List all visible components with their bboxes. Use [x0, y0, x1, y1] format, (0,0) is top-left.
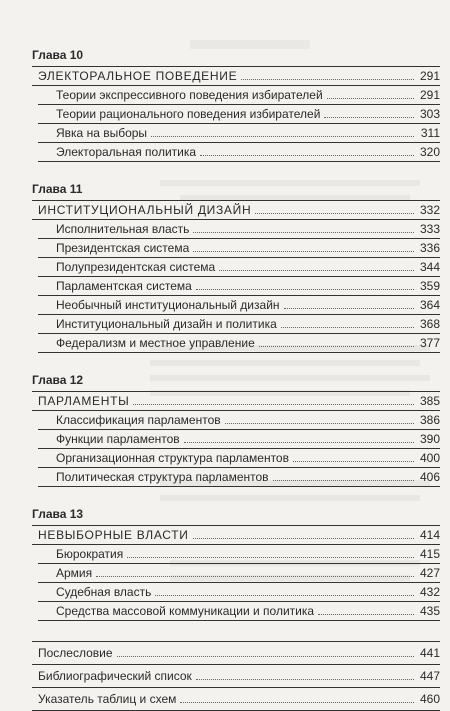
entry-title: Организационная структура парламентов [56, 451, 289, 465]
chapter-title-row [32, 66, 440, 86]
toc-entry[interactable] [38, 277, 440, 296]
leader-dots [151, 135, 414, 137]
toc-entry[interactable] [38, 411, 440, 430]
entry-title: Явка на выборы [56, 126, 148, 140]
leader-dots [193, 537, 414, 539]
toc-entry[interactable] [38, 602, 440, 621]
chapter-title-entry[interactable] [38, 526, 440, 544]
chapter-label: Глава 11 [32, 182, 83, 196]
leader-dots [96, 575, 414, 577]
chapter-title-row [32, 200, 440, 220]
toc-entry[interactable] [38, 239, 440, 258]
chapter-title-entry[interactable] [38, 201, 440, 219]
chapter-title-entry[interactable] [38, 67, 440, 85]
leader-dots [255, 212, 414, 214]
entry-title: Судебная власть [56, 585, 152, 599]
page-number: 415 [419, 547, 440, 561]
entry-title: Федерализм и местное управление [56, 336, 255, 350]
leader-dots [196, 678, 414, 680]
entry-title: Послесловие [38, 646, 113, 660]
leader-dots [193, 250, 414, 252]
toc-entry[interactable] [38, 430, 440, 449]
page-number: 427 [419, 566, 440, 580]
toc-entry[interactable] [38, 296, 440, 315]
toc-entry-bibliography[interactable] [32, 665, 440, 688]
toc-entry[interactable] [38, 258, 440, 277]
leader-dots [293, 460, 414, 462]
page-number: 333 [419, 222, 440, 236]
chapter-title: ПАРЛАМЕНТЫ [38, 394, 130, 408]
leader-dots [117, 655, 414, 657]
leader-dots [281, 326, 414, 328]
page-number: 432 [419, 585, 440, 599]
chapter-title: ЭЛЕКТОРАЛЬНОЕ ПОВЕДЕНИЕ [38, 69, 238, 83]
leader-dots [184, 441, 414, 443]
leader-dots [133, 403, 414, 405]
chapter-title: ИНСТИТУЦИОНАЛЬНЫЙ ДИЗАЙН [38, 203, 252, 217]
chapter-12 [32, 373, 440, 487]
page-number: 364 [419, 298, 440, 312]
toc-entry[interactable] [38, 86, 440, 105]
chapter-13 [32, 507, 440, 621]
page-number: 441 [419, 646, 440, 660]
page-number: 400 [419, 451, 440, 465]
table-of-contents [32, 48, 440, 711]
page-number: 291 [419, 69, 440, 83]
leader-dots [155, 594, 414, 596]
toc-entry[interactable] [38, 468, 440, 487]
entry-title: Бюрократия [56, 547, 124, 561]
entry-title: Теории экспрессивного поведения избирателей [56, 88, 323, 102]
chapter-10 [32, 48, 440, 162]
toc-entry-afterword[interactable] [32, 641, 440, 665]
page-number: 447 [419, 669, 440, 683]
leader-dots [318, 613, 414, 615]
leader-dots [200, 154, 414, 156]
entry-title: Необычный институциональный дизайн [56, 298, 280, 312]
entry-title: Классификация парламентов [56, 413, 221, 427]
chapter-11 [32, 182, 440, 353]
page-number: 386 [419, 413, 440, 427]
entry-title: Президентская система [56, 241, 190, 255]
back-matter [32, 641, 440, 711]
page-number: 359 [419, 279, 440, 293]
page-number: 460 [419, 692, 440, 706]
leader-dots [196, 288, 414, 290]
chapter-title-entry[interactable] [38, 392, 440, 410]
page-number: 368 [419, 317, 440, 331]
toc-entry[interactable] [38, 315, 440, 334]
entry-title: Армия [56, 566, 93, 580]
leader-dots [284, 307, 414, 309]
entry-title: Политическая структура парламентов [56, 470, 269, 484]
leader-dots [324, 116, 414, 118]
toc-entry[interactable] [38, 564, 440, 583]
chapter-title-row [32, 391, 440, 411]
leader-dots [225, 422, 414, 424]
toc-entry[interactable] [38, 545, 440, 564]
entry-title: Функции парламентов [56, 432, 180, 446]
toc-entry[interactable] [38, 220, 440, 239]
chapter-title-row [32, 525, 440, 545]
page-number: 311 [420, 126, 440, 140]
page-number: 332 [419, 203, 440, 217]
entry-title: Средства массовой коммуникации и политика [56, 604, 315, 618]
leader-dots [219, 269, 414, 271]
page-number: 344 [419, 260, 440, 274]
toc-entry[interactable] [38, 124, 440, 143]
chapter-label: Глава 10 [32, 48, 84, 62]
page-number: 435 [419, 604, 440, 618]
leader-dots [127, 556, 414, 558]
chapter-title: НЕВЫБОРНЫЕ ВЛАСТИ [38, 528, 189, 542]
page-number: 406 [419, 470, 440, 484]
page-number: 385 [419, 394, 440, 408]
leader-dots [180, 701, 414, 703]
page-number: 303 [419, 107, 440, 121]
toc-entry[interactable] [38, 105, 440, 124]
leader-dots [327, 97, 414, 99]
page-number: 390 [419, 432, 440, 446]
toc-entry[interactable] [38, 334, 440, 353]
entry-title: Указатель таблиц и схем [38, 692, 177, 706]
page-number: 291 [419, 88, 440, 102]
toc-entry[interactable] [38, 449, 440, 468]
toc-entry[interactable] [38, 143, 440, 162]
entry-title: Библиографический список [38, 669, 192, 683]
toc-entry[interactable] [38, 583, 440, 602]
entry-title: Исполнительная власть [56, 222, 190, 236]
entry-title: Теории рационального поведения избирателей [56, 107, 321, 121]
chapter-label: Глава 12 [32, 373, 84, 387]
page-number: 377 [419, 336, 440, 350]
page-number: 414 [419, 528, 440, 542]
entry-title: Полупрезидентская система [56, 260, 216, 274]
leader-dots [241, 78, 414, 80]
entry-title: Парламентская система [56, 279, 192, 293]
page-number: 320 [419, 145, 440, 159]
leader-dots [259, 345, 414, 347]
leader-dots [193, 231, 414, 233]
entry-title: Электоральная политика [56, 145, 197, 159]
page-number: 336 [419, 241, 440, 255]
entry-title: Институциональный дизайн и политика [56, 317, 277, 331]
leader-dots [273, 479, 414, 481]
chapter-label: Глава 13 [32, 507, 84, 521]
